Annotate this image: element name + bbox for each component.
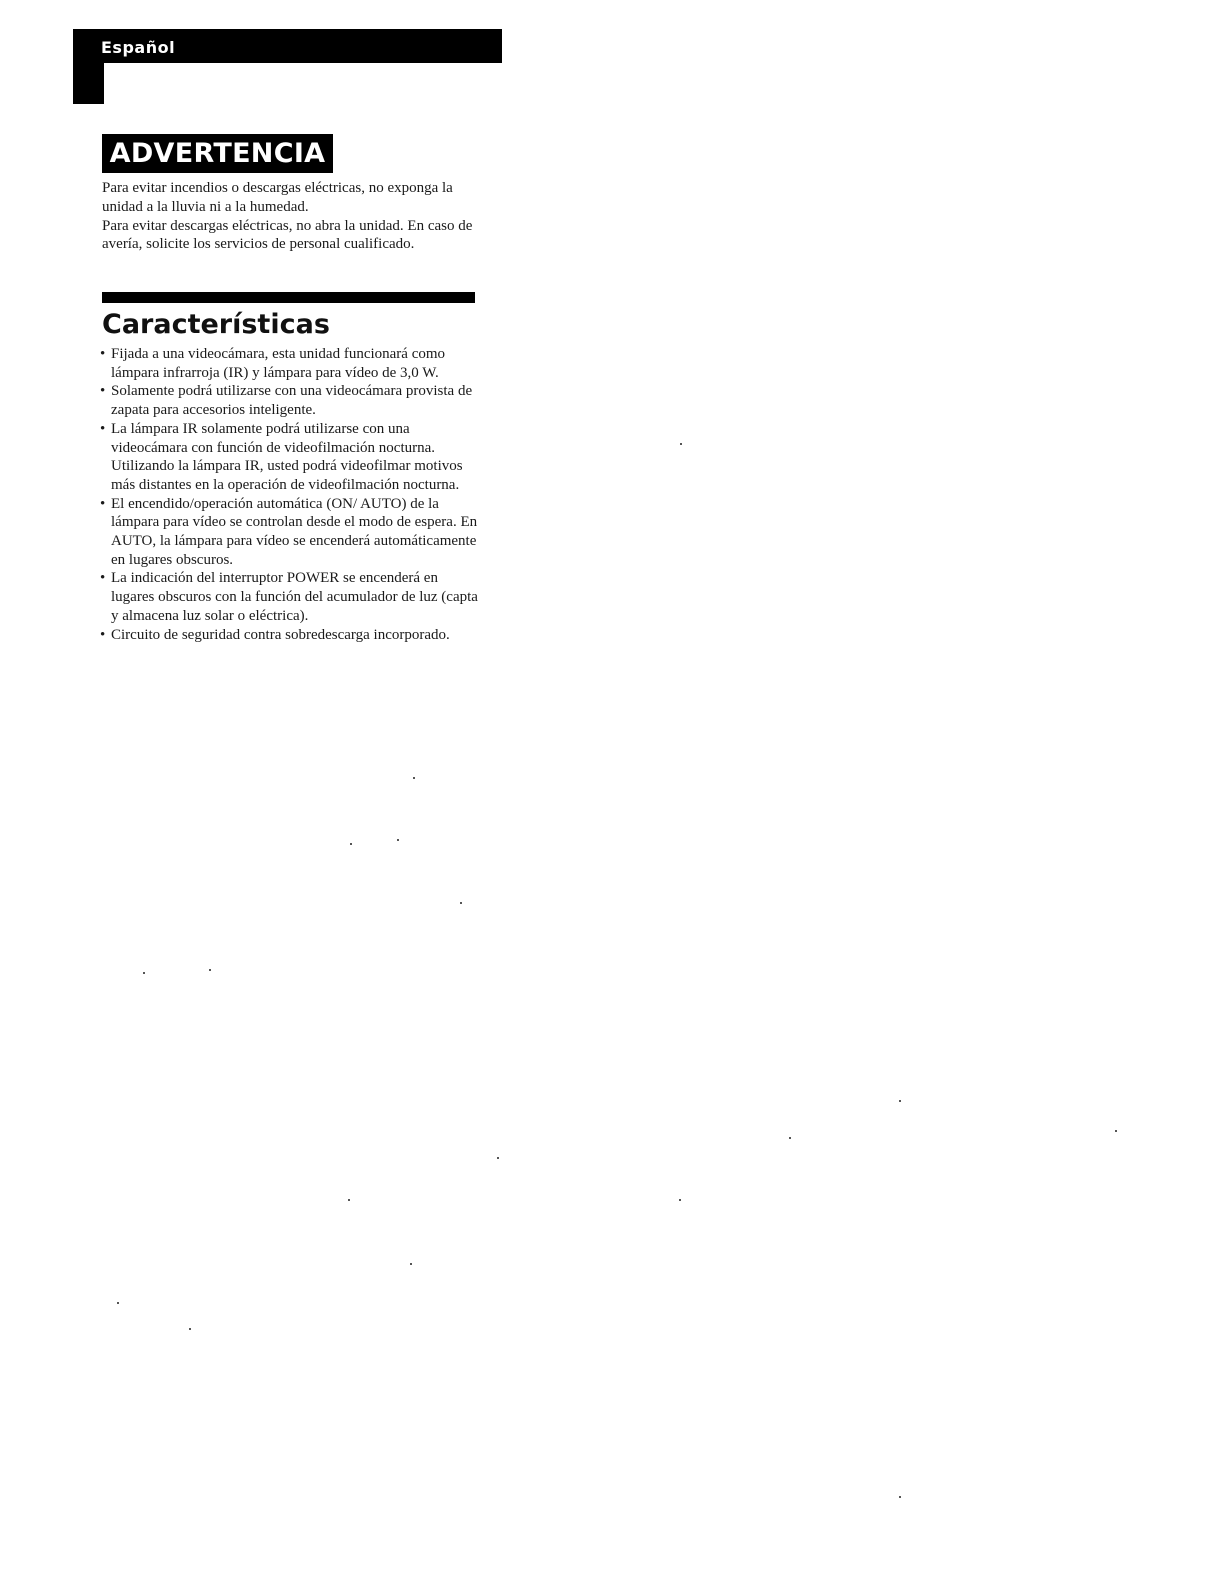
warning-paragraph: Para evitar incendios o descargas eléctricas, no exponga la unidad a la lluvia ni a la humedad.	[102, 180, 453, 215]
features-title: Características	[102, 309, 330, 340]
scan-speck	[789, 1137, 791, 1139]
scan-speck	[899, 1100, 901, 1102]
bullet-icon: •	[100, 346, 106, 362]
warning-text	[102, 179, 482, 254]
language-tab-marker	[73, 29, 104, 104]
warning-title: ADVERTENCIA	[102, 134, 333, 173]
language-label: Español	[101, 38, 176, 57]
warning-paragraph: Para evitar descargas eléctricas, no abra la unidad. En caso de avería, solicite los servicios de personal cualificado.	[102, 217, 473, 253]
feature-item	[100, 569, 485, 625]
feature-item	[100, 345, 485, 382]
scan-speck	[350, 843, 352, 845]
scan-speck	[117, 1302, 119, 1304]
scan-speck	[348, 1199, 350, 1201]
feature-item	[100, 382, 485, 419]
scan-speck	[460, 902, 462, 904]
feature-text: El encendido/operación automática (ON/ AUTO) de la lámpara para vídeo se controlan desde el modo de espera. En AUTO, la lámpara para vídeo se encenderá automáticamente en lugares obscuros.	[111, 495, 478, 568]
bullet-icon: •	[100, 570, 106, 587]
scan-speck	[410, 1263, 412, 1265]
scan-speck	[413, 777, 415, 779]
scan-speck	[209, 969, 211, 971]
scan-speck	[679, 1199, 681, 1201]
feature-text: La indicación del interruptor POWER se encenderá en lugares obscuros con la función del acumulador de luz (capta y almacena luz solar o eléctrica).	[111, 570, 478, 624]
feature-text: Fijada a una videocámara, esta unidad funcionará como lámpara infrarroja (IR) y lámpara para vídeo de 3,0 W.	[111, 346, 446, 381]
feature-text: La lámpara IR solamente podrá utilizarse con una videocámara con función de videofilmación nocturna. Utilizando la lámpara IR, usted podrá videofilmar motivos más distantes en la operación de videofilmación nocturna.	[111, 420, 463, 493]
bullet-icon: •	[100, 495, 106, 512]
feature-item	[100, 626, 485, 645]
feature-item	[100, 420, 485, 495]
features-list	[100, 345, 485, 644]
scan-speck	[899, 1496, 901, 1498]
section-divider	[102, 292, 475, 303]
feature-text: Circuito de seguridad contra sobredescarga incorporado.	[111, 626, 450, 643]
scan-speck	[680, 443, 682, 445]
bullet-icon: •	[100, 383, 106, 400]
scan-speck	[397, 839, 399, 841]
feature-item	[100, 495, 485, 570]
bullet-icon: •	[100, 420, 106, 437]
bullet-icon: •	[100, 626, 106, 643]
scan-speck	[1115, 1130, 1117, 1132]
feature-text: Solamente podrá utilizarse con una videocámara provista de zapata para accesorios inteligente.	[111, 383, 473, 419]
scan-speck	[189, 1328, 191, 1330]
scan-speck	[143, 972, 145, 974]
page-corner-mark	[494, 6, 498, 30]
scan-speck	[497, 1157, 499, 1159]
